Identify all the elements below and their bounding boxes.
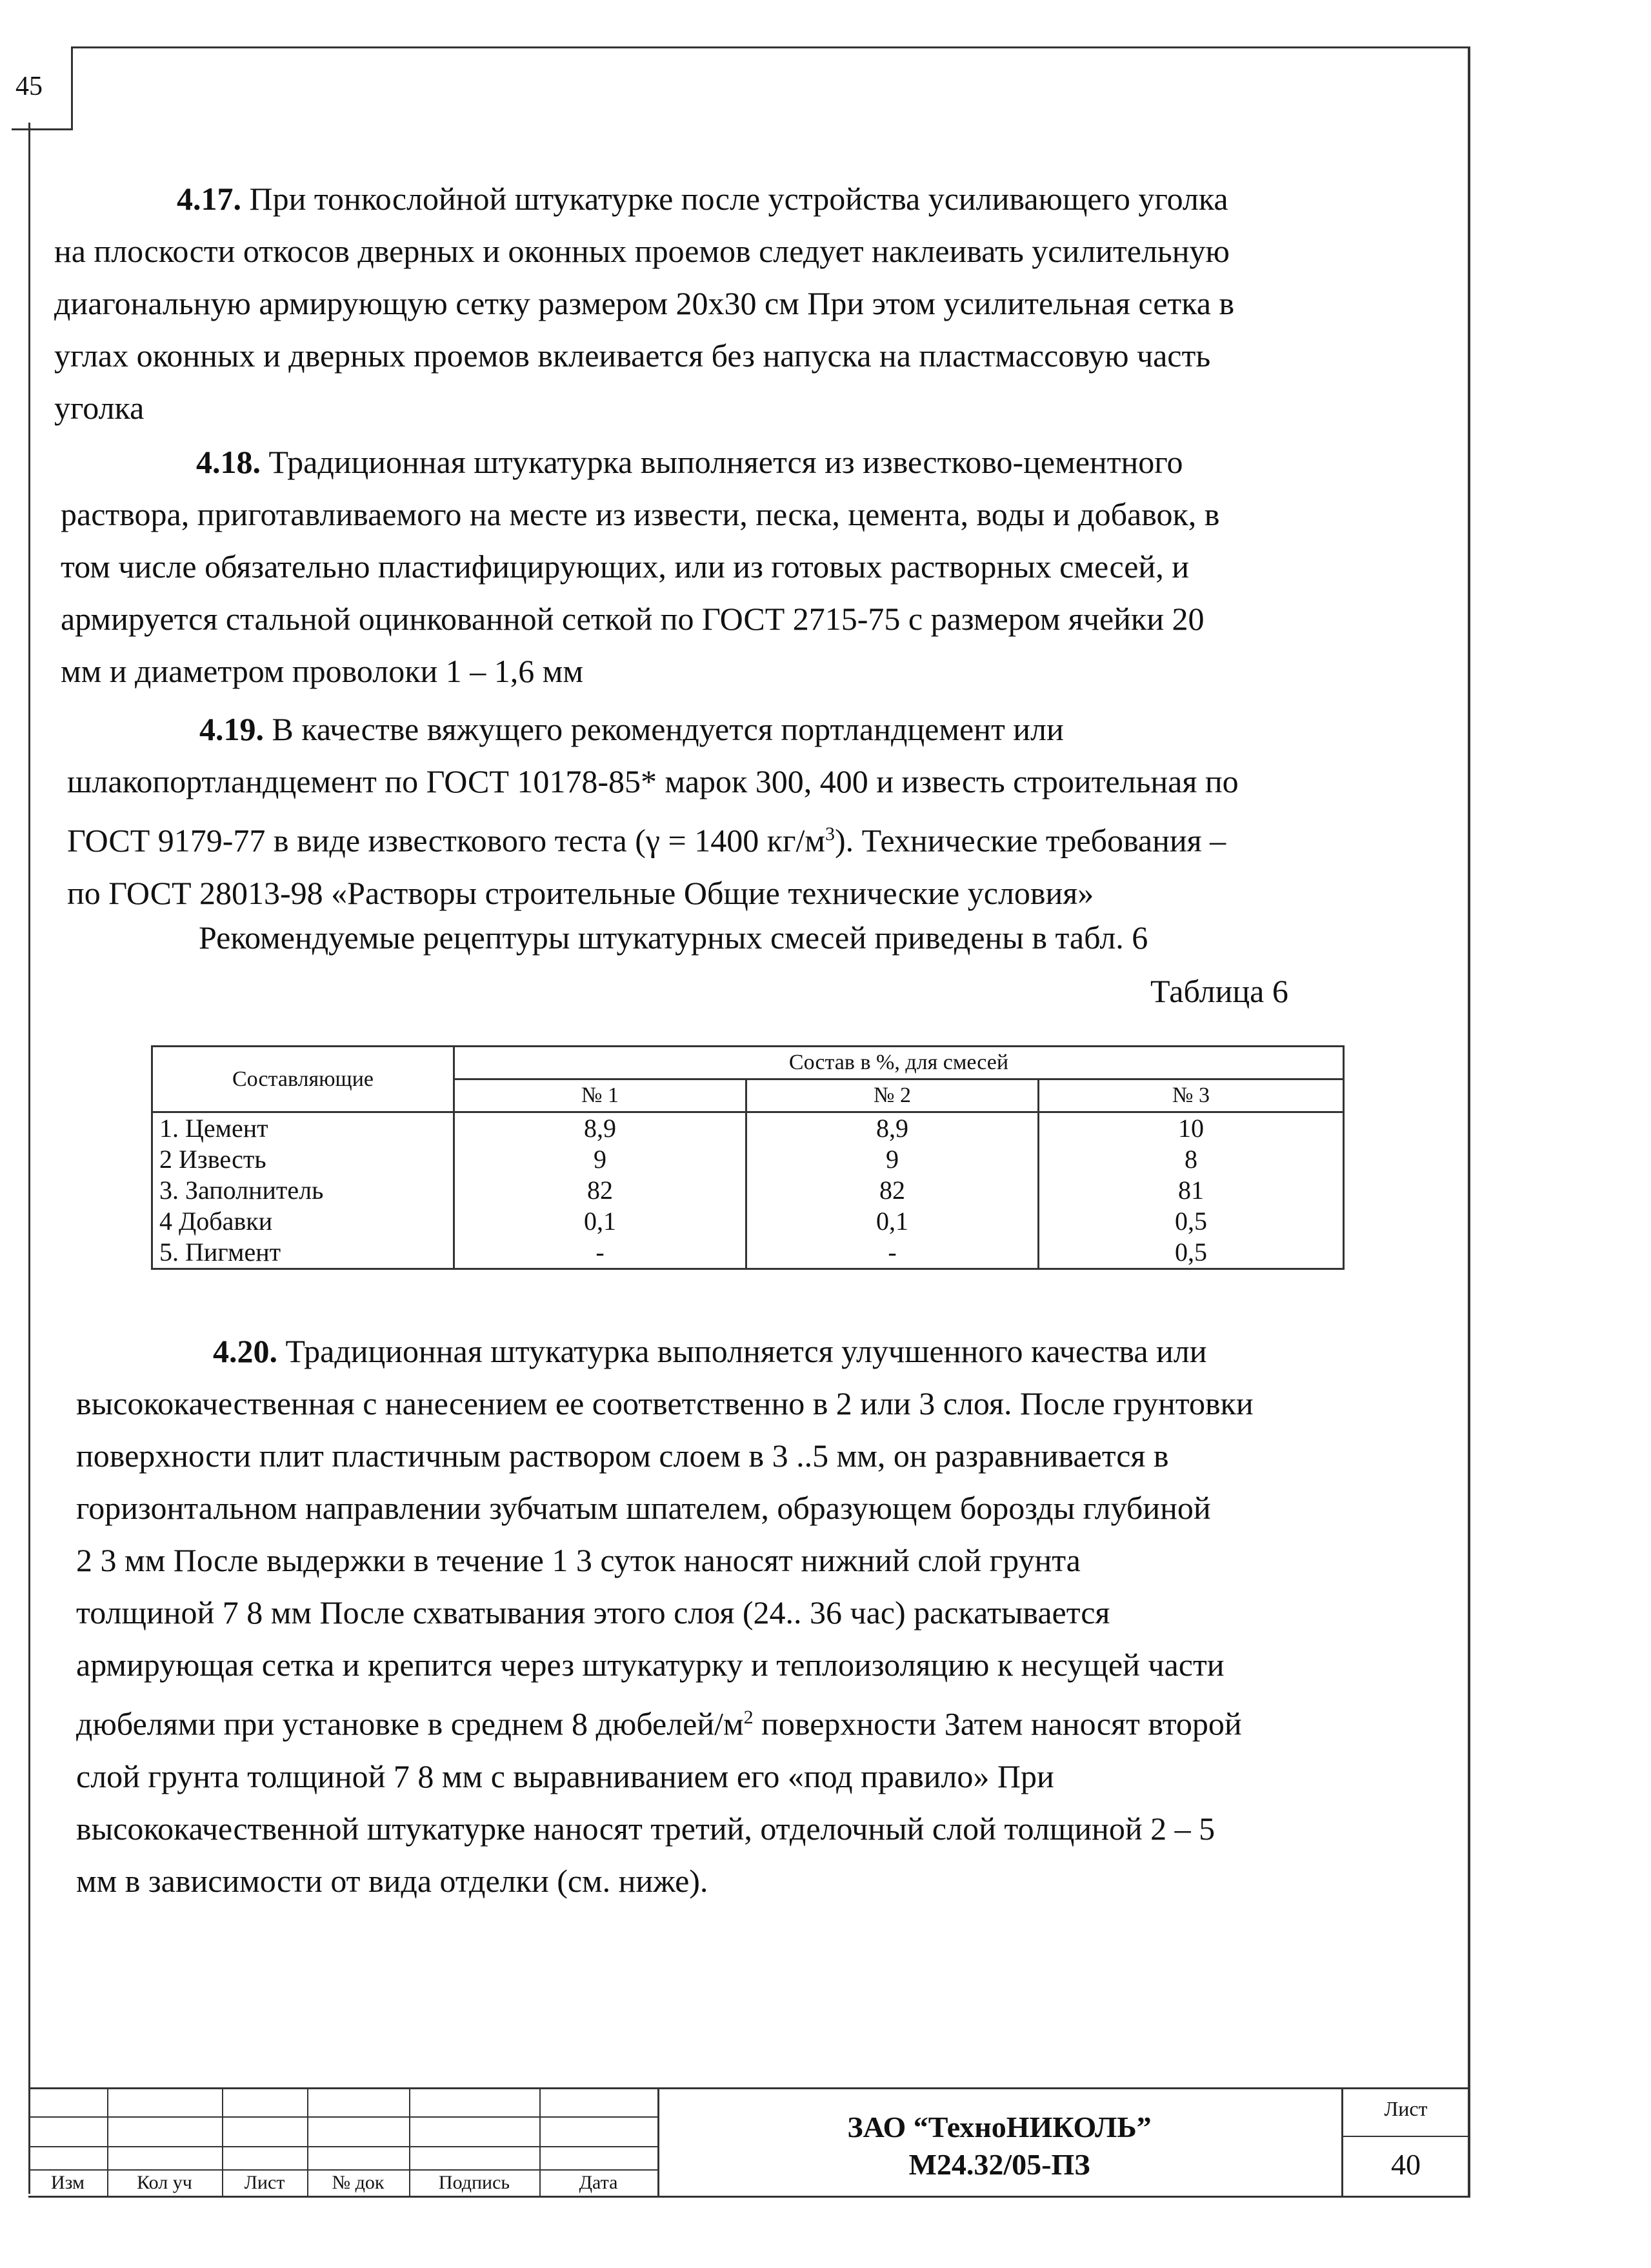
cell: - <box>454 1237 746 1269</box>
text-line: мм и диаметром проволоки 1 – 1,6 мм <box>61 653 584 689</box>
text-line: высококачественной штукатурке наносят третий, отделочный слой толщиной 2 – 5 <box>76 1810 1216 1847</box>
page-corner-number: 45 <box>15 72 43 101</box>
text-line: мм в зависимости от вида отделки (см. ниже). <box>76 1862 708 1899</box>
text-line: При тонкослойной штукатурке после устройства усиливающего уголка <box>241 181 1228 217</box>
label-date: Дата <box>579 2172 618 2193</box>
table-caption: Таблица 6 <box>1150 973 1288 1009</box>
text-line: Традиционная штукатурка выполняется улучшенного качества или <box>277 1333 1207 1369</box>
sheet-number: 40 <box>1391 2148 1421 2181</box>
table-row <box>152 1206 1344 1237</box>
sheet-label: Лист <box>1384 2097 1428 2120</box>
cell: 82 <box>746 1175 1039 1206</box>
text-line: на плоскости откосов дверных и оконных проемов следует наклеивать усилительную <box>54 233 1230 269</box>
row-label: 3. Заполнитель <box>152 1175 454 1206</box>
text-line: поверхности плит пластичным раствором слоем в 3 ..5 мм, он разравнивается в <box>76 1438 1169 1474</box>
cell: 81 <box>1039 1175 1344 1206</box>
cell: 10 <box>1039 1112 1344 1145</box>
header-mix-2: № 2 <box>746 1079 1039 1112</box>
text-line: толщиной 7 8 мм После схватывания этого слоя (24.. 36 час) раскатывается <box>76 1594 1110 1631</box>
cell: 82 <box>454 1175 746 1206</box>
label-signature: Подпись <box>438 2172 510 2193</box>
label-izm: Изм <box>50 2172 85 2193</box>
section-4-19 <box>67 703 1409 919</box>
text-line: уголка <box>54 390 145 426</box>
header-components: Составляющие <box>152 1047 454 1112</box>
row-label: 1. Цемент <box>152 1112 454 1145</box>
text-line: ГОСТ 9179-77 в виде известкового теста (γ = 1400 $кг/м^3$). Технические требования – <box>67 822 1226 859</box>
cell: 9 <box>746 1144 1039 1175</box>
text-line: углах оконных и дверных проемов вклеивается без напуска на пластмассовую часть <box>54 337 1211 374</box>
text-line: дюбелями при установке в среднем 8 дюбелей/$м^2$ поверхности Затем наносят второй <box>76 1705 1242 1742</box>
section-4-20 <box>76 1325 1409 1907</box>
company-name: ЗАО “ТехноНИКОЛЬ” <box>847 2111 1152 2143</box>
text-line: шлакопортландцемент по ГОСТ 10178-85* марок 300, 400 и известь строительная по <box>67 763 1239 799</box>
superscript: 2 <box>743 1707 754 1728</box>
section-number: 4.19. <box>199 711 264 747</box>
section-4-18 <box>61 436 1409 697</box>
text-line: диагональную армирующую сетку размером 20х30 см При этом усилительная сетка в <box>54 285 1235 321</box>
table-reference: Рекомендуемые рецептуры штукатурных смесей приведены в табл. 6 <box>199 919 1148 956</box>
label-kol-uch: Кол уч <box>137 2172 192 2193</box>
text-line: 2 3 мм После выдержки в течение 1 3 суток наносят нижний слой грунта <box>76 1542 1081 1578</box>
section-number: 4.20. <box>213 1333 277 1369</box>
row-label: 5. Пигмент <box>152 1237 454 1269</box>
text-line: горизонтальном направлении зубчатым шпателем, образующем борозды глубиной <box>76 1490 1211 1526</box>
label-list: Лист <box>244 2172 285 2193</box>
cell: 8 <box>1039 1144 1344 1175</box>
cell: 0,5 <box>1039 1206 1344 1237</box>
page-corner-box <box>12 48 73 130</box>
cell: 0,5 <box>1039 1237 1344 1269</box>
row-label: 4 Добавки <box>152 1206 454 1237</box>
text-line: слой грунта толщиной 7 8 мм с выравниванием его «под правило» При <box>76 1758 1054 1794</box>
superscript: 3 <box>825 823 836 845</box>
table-row <box>152 1112 1344 1145</box>
mix-composition-table <box>151 1045 1345 1270</box>
text-line: В качестве вяжущего рекомендуется портландцемент или <box>264 711 1064 747</box>
label-doc-number: № док <box>332 2172 385 2193</box>
text-line: раствора, приготавливаемого на месте из извести, песка, цемента, воды и добавок, в <box>61 496 1220 532</box>
page-left-border <box>28 123 30 2194</box>
title-block <box>28 2087 1470 2198</box>
header-composition: Состав в %, для смесей <box>454 1047 1344 1079</box>
section-number: 4.18. <box>196 444 261 480</box>
text-line: том числе обязательно пластифицирующих, или из готовых растворных смесей, и <box>61 548 1189 585</box>
section-number: 4.17. <box>177 181 241 217</box>
cell: - <box>746 1237 1039 1269</box>
text-line: по ГОСТ 28013-98 «Растворы строительные Общие технические условия» <box>67 874 1094 911</box>
cell: 9 <box>454 1144 746 1175</box>
cell: 8,9 <box>746 1112 1039 1145</box>
company-block <box>657 2109 1341 2183</box>
text-line: Традиционная штукатурка выполняется из известково-цементного <box>261 444 1183 480</box>
text-line: высококачественная с нанесением ее соответственно в 2 или 3 слоя. После грунтовки <box>76 1385 1254 1421</box>
cell: 8,9 <box>454 1112 746 1145</box>
table-row <box>152 1175 1344 1206</box>
cell: 0,1 <box>746 1206 1039 1237</box>
text-line: армируется стальной оцинкованной сеткой по ГОСТ 2715-75 с размером ячейки 20 <box>61 601 1205 637</box>
table-row <box>152 1144 1344 1175</box>
cell: 0,1 <box>454 1206 746 1237</box>
header-mix-1: № 1 <box>454 1079 746 1112</box>
table-row <box>152 1237 1344 1269</box>
text-line: армирующая сетка и крепится через штукатурку и теплоизоляцию к несущей части <box>76 1647 1225 1683</box>
header-mix-3: № 3 <box>1039 1079 1344 1112</box>
document-code: М24.32/05-ПЗ <box>908 2148 1090 2181</box>
row-label: 2 Известь <box>152 1144 454 1175</box>
section-4-17 <box>54 173 1409 434</box>
